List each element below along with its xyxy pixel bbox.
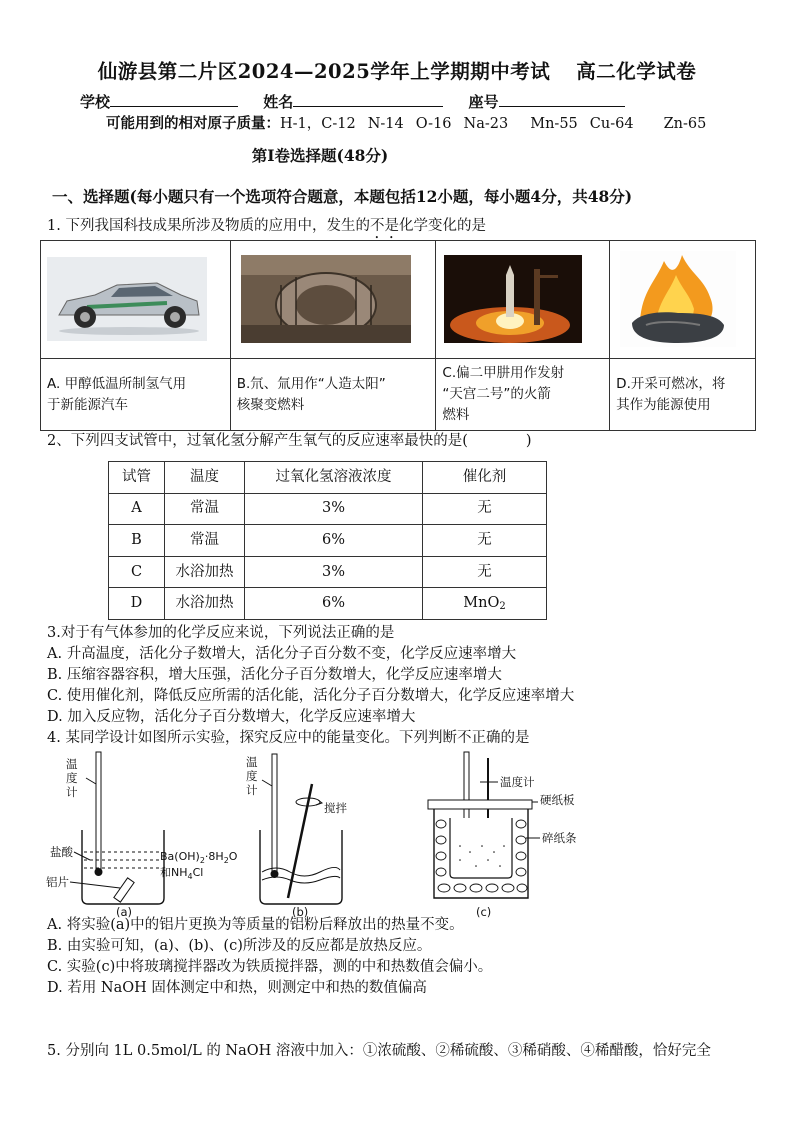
table-cell: 6%: [245, 525, 423, 557]
q1-option-c-line: C.偏二甲肼用作发射: [442, 365, 565, 382]
catalyst-subscript: 2: [499, 600, 506, 612]
table-cell: 水浴加热: [165, 556, 245, 588]
table-cell: 无: [423, 493, 547, 525]
exam-title: [0, 58, 794, 86]
mass-item: H-1，C-12: [280, 116, 356, 132]
aluminum-strip: [114, 878, 134, 902]
table-header: 过氧化氢溶液浓度: [245, 462, 423, 494]
q1-option-c-line: 燃料: [442, 406, 470, 423]
table-header: 催化剂: [423, 462, 547, 494]
table-cell: B: [109, 525, 165, 557]
masses-label: 可能用到的相对原子质量：: [106, 115, 280, 132]
question-1-table: [40, 240, 756, 431]
q1-option-b[interactable]: [230, 359, 436, 431]
q1-option-a-line: A. 甲醇低温所制氢气用: [47, 375, 187, 392]
q1-stem-emphasis: 不是: [369, 218, 399, 234]
label-reagent-1: $Ba(OH)_2\cdot 8H_2O$: [160, 850, 238, 865]
q1-image-cell-d: [610, 241, 756, 359]
section-title: 第Ⅰ卷选择题(48分): [251, 146, 389, 165]
experiment-diagram: [40, 748, 600, 918]
q1-option-b-line: 核聚变燃料: [236, 396, 305, 413]
table-row[interactable]: [109, 493, 547, 525]
label-thermo-a-3: 计: [66, 785, 78, 799]
name-label: 姓名: [263, 93, 294, 111]
question-4-stem: 4. 某同学设计如图所示实验，探究反应中的能量变化。下列判断不正确的是: [47, 730, 530, 746]
q1-option-a-line: 于新能源汽车: [47, 396, 128, 413]
table-cell: A: [109, 493, 165, 525]
catalyst-formula: MnO: [463, 594, 500, 611]
q4-option-c[interactable]: C. 实验(c)中将玻璃搅拌器改为铁质搅拌器，测的中和热数值会偏小。: [47, 959, 493, 975]
mass-item: N-14: [367, 116, 404, 132]
q4-option-a[interactable]: A. 将实验(a)中的铝片更换为等质量的铝粉后释放出的热量不变。: [47, 917, 464, 933]
rocket-launch-photo: [444, 255, 582, 343]
q4-option-d[interactable]: D. 若用 NaOH 固体测定中和热，则测定中和热的数值偏高: [47, 980, 427, 996]
student-info-row: [80, 92, 645, 114]
table-cell: [423, 588, 547, 620]
burning-ice-photo: [620, 251, 736, 347]
question-2-stem: 2、下列四支试管中，过氧化氢分解产生氧气的反应速率最快的是( ): [47, 433, 532, 449]
caption-b: (b): [292, 905, 309, 918]
label-thermo-a-1: 温: [66, 757, 78, 771]
table-cell: 无: [423, 556, 547, 588]
table-header-row: [109, 462, 547, 494]
question-5-stem: 5. 分别向 1L 0.5mol/L 的 NaOH 溶液中加入：①浓硫酸、②稀硫酸、③稀硝酸、④稀醋酸，恰好完全: [47, 1043, 711, 1059]
tokamak-photo: [241, 255, 411, 343]
caption-c: (c): [476, 905, 492, 918]
label-thermo-c: 温度计: [500, 775, 535, 789]
table-row[interactable]: [109, 556, 547, 588]
table-cell: 常温: [165, 493, 245, 525]
q1-image-cell-b: [230, 241, 436, 359]
mass-item: Mn-55: [530, 116, 578, 132]
q1-option-d-line: 其作为能源使用: [616, 396, 711, 413]
thermometer-bulb-a: [95, 868, 103, 876]
q4-option-b[interactable]: B. 由实验可知，(a)、(b)、(c)所涉及的反应都是放热反应。: [47, 938, 432, 954]
exam-title-main: 仙游县第二片区2024—2025学年上学期期中考试: [97, 60, 551, 83]
table-cell: 常温: [165, 525, 245, 557]
q1-stem-text-end: 化学变化的是: [398, 218, 486, 234]
mass-item: Cu-64: [589, 116, 634, 132]
q1-option-c[interactable]: [436, 359, 610, 431]
mass-item: Na-23: [463, 116, 509, 132]
exam-title-subject: 高二化学试卷: [576, 60, 697, 83]
table-cell: 6%: [245, 588, 423, 620]
seat-label: 座号: [468, 93, 499, 111]
q1-option-d[interactable]: [610, 359, 756, 431]
table-cell: D: [109, 588, 165, 620]
question-1-stem: [47, 216, 486, 242]
part-title: 一、选择题(每小题只有一个选项符合题意，本题包括12小题，每小题4分，共48分): [52, 187, 633, 206]
label-reagent-2: 和$NH_4Cl$: [160, 866, 204, 881]
label-board: 硬纸板: [540, 793, 575, 807]
question-3-stem: 3.对于有气体参加的化学反应来说，下列说法正确的是: [47, 625, 395, 641]
thermometer-b: [272, 754, 277, 872]
table-cell: C: [109, 556, 165, 588]
label-stir: 搅拌: [324, 801, 347, 815]
q1-option-a[interactable]: [41, 359, 231, 431]
q1-image-cell-c: [436, 241, 610, 359]
table-cell: 3%: [245, 556, 423, 588]
table-cell: 水浴加热: [165, 588, 245, 620]
school-label: 学校: [80, 93, 111, 111]
table-row[interactable]: [109, 525, 547, 557]
atomic-masses: [106, 113, 718, 135]
table-header: 温度: [165, 462, 245, 494]
mass-item: O-16: [415, 116, 452, 132]
table-header: 试管: [109, 462, 165, 494]
caption-a: (a): [116, 905, 133, 918]
q1-option-d-line: D.开采可燃冰，将: [616, 375, 726, 392]
question-2-table: [108, 461, 547, 620]
leader-line: [86, 778, 96, 784]
table-row[interactable]: [109, 588, 547, 620]
q1-option-c-line: “天宫二号”的火箭: [442, 386, 551, 403]
label-hcl: 盐酸: [50, 845, 73, 859]
label-paper: 碎纸条: [542, 831, 577, 845]
mass-item: Zn-65: [663, 116, 707, 132]
q1-stem-text: 1. 下列我国科技成果所涉及物质的应用中，发生的: [47, 218, 370, 234]
car-photo: [47, 257, 207, 341]
label-al: 铝片: [46, 875, 69, 889]
seat-blank[interactable]: [499, 93, 625, 107]
school-blank[interactable]: [110, 93, 238, 107]
inner-beaker: [450, 818, 512, 878]
name-blank[interactable]: [293, 93, 443, 107]
q3-option-b[interactable]: B. 压缩容器容积，增大压强，活化分子百分数增大，化学反应速率增大: [47, 667, 502, 683]
label-thermo-a-2: 度: [66, 771, 78, 785]
label-thermo-b-2: 度: [246, 769, 258, 783]
label-thermo-b-1: 温: [246, 755, 258, 769]
table-cell: 3%: [245, 493, 423, 525]
q3-option-d[interactable]: D. 加入反应物，活化分子百分数增大，化学反应速率增大: [47, 709, 416, 725]
q3-option-a[interactable]: A. 升高温度，活化分子数增大，活化分子百分数不变，化学反应速率增大: [47, 646, 517, 662]
table-cell: 无: [423, 525, 547, 557]
q1-image-cell-a: [41, 241, 231, 359]
label-thermo-b-3: 计: [246, 783, 258, 797]
cardboard-cover: [428, 800, 532, 809]
q3-option-c[interactable]: C. 使用催化剂，降低反应所需的活化能，活化分子百分数增大，化学反应速率增大: [47, 688, 575, 704]
q1-option-b-line: B.氘、氚用作“人造太阳”: [236, 375, 386, 392]
